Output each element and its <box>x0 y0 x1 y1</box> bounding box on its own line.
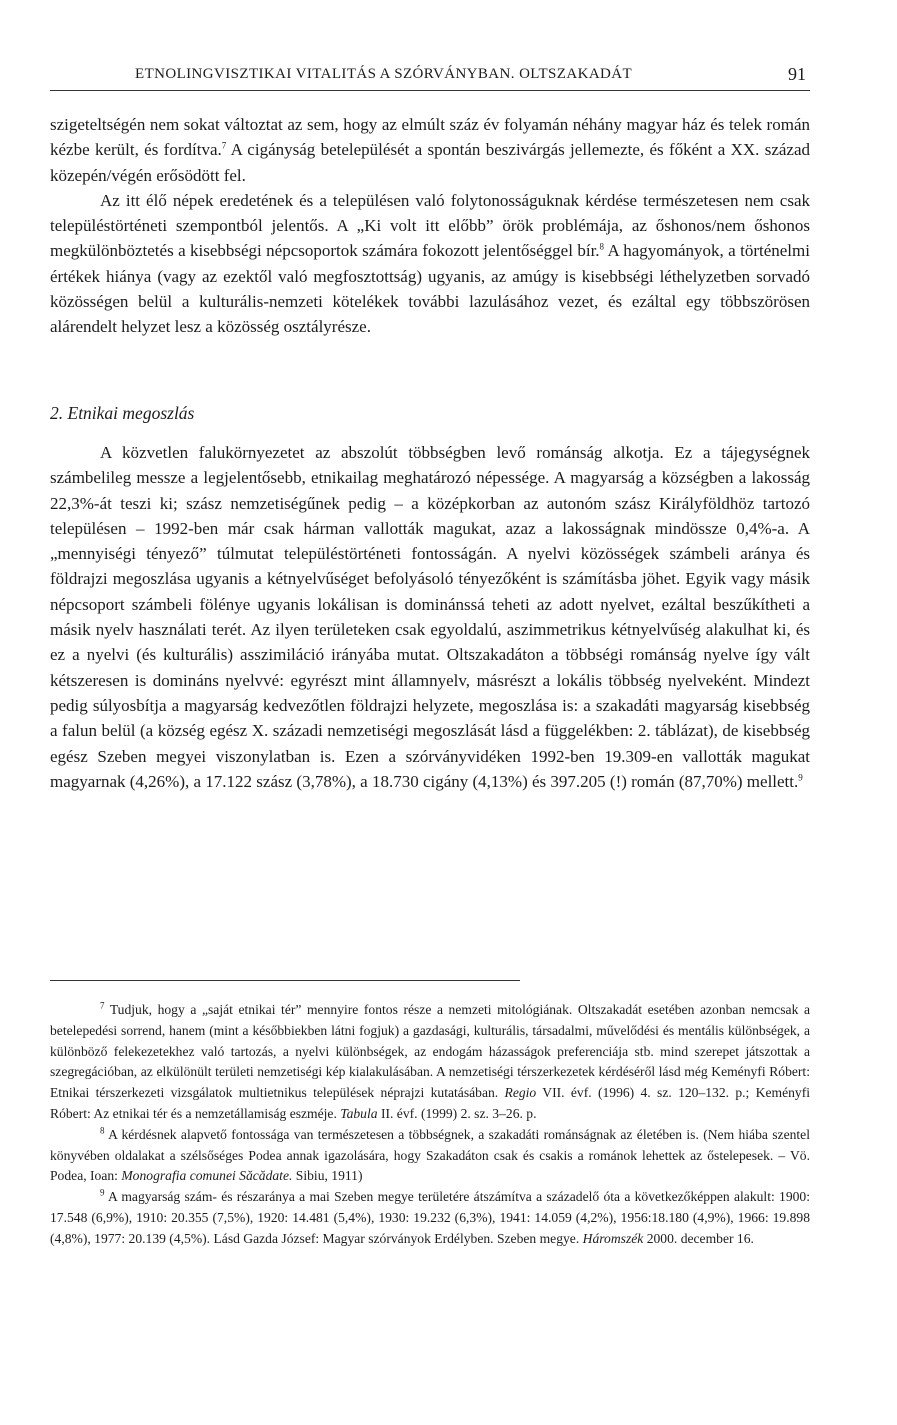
book-title: Monografia comunei Săcădate. <box>121 1168 293 1184</box>
footnote-number: 9 <box>100 1187 105 1198</box>
footnote-text: A magyarság szám- és részaránya a mai Szeben megye területére átszámítva a századelő óta a következőképpen alakult: 1900: 17.548 (6,9%), 1910: 20.355 (7,5%), 1920: 14.481 (5,4%), 1930: 19.232 (6,3%), 1941: 14.059 (4,2%), 1956:18.180 (4,9%), 1966: 19.898 (4,8%), 1977: 20.139 (4,5%). Lásd Gazda József: Magyar szórványok Erdélyben. Szeben megye. <box>50 1189 810 1246</box>
paragraph-text: szigeteltségén nem sokat változtat az sem, hogy az elmúlt száz év folyamán néhány magyar ház és telek román kézbe került, és fordítva. <box>50 115 810 160</box>
footnote-ref: 7 <box>221 140 227 151</box>
footnote-ref: 8 <box>599 241 605 252</box>
running-header <box>50 64 810 91</box>
paragraph <box>50 112 810 188</box>
paragraph-text: A közvetlen falukörnyezetet az abszolút többségben levő románság alkotja. Ez a tájegységnek számbelileg messze a legjelentősebb, etnikailag meghatározó népessége. A magyarság a községben a lakosság 22,3%-át teszi ki; szász nemzetiségűnek pedig – a középkorban az autonóm szász Királyföldhöz tartozó településen – 1992-ben már csak hárman vallották magukat, azaz a lakosságnak mindössze 0,4%-a. A „mennyiségi tényező” túlmutat településtörténeti fontosságán. A nyelvi közösségek számbeli aránya és földrajzi megoszlása ugyanis a kétnyelvűséget befolyásoló tényezőként is számításba jöhet. Egyik vagy másik népcsoport számbeli fölénye ugyanis lokálisan is dominánssá teheti az adott nyelvet, ezáltal beszűkítheti a másik nyelv használati terét. Az ilyen területeken csak egyoldalú, aszimmetrikus kétnyelvűség alakulhat ki, és ez a nyelvi (és kulturális) asszimiláció irányába mutat. Oltszakadáton a többségi románság nyelve így vált kétszeresen is domináns nyelvvé: egyrészt mint államnyelv, másrészt a lokális többség nyelveként. Mindezt pedig súlyosbítja a magyarság kedvezőtlen földrajzi helyzete, megoszlása is: a szakadáti magyarság kisebbség a falun belül (a község egész X. századi nemzetiségi megoszlását lásd a függelékben: 2. táblázat), de kisebbség egész Szeben megyei viszonylatban is. Ezen a szórványvidéken 1992-ben 19.309-en vallották magukat magyarnak (4,26%), a 17.122 szász (3,78%), a 18.730 cigány (4,13%) és 397.205 (!) román (87,70%) mellett. <box>50 443 810 791</box>
footnote-ref: 9 <box>798 772 803 783</box>
paragraph-text: Az itt élő népek eredetének és a településen való folytonosságuknak kérdése természetesen nem csak településtörténeti szempontból jelentős. A „Ki volt itt előbb” örök problémája, az őshonos/nem őshonos megkülönböztetés a kisebbségi népcsoportok számára fokozott jelentőséggel bír. <box>50 190 810 261</box>
footnote-text: VII. évf. (1996) 4. sz. 120–132. p.; Keményfi Róbert: Az etnikai tér és a nemzetállamiság eszméje. <box>50 1085 810 1121</box>
footnote-divider <box>50 980 520 981</box>
footnote-8 <box>50 1125 810 1187</box>
paragraph <box>50 440 810 794</box>
newspaper-title: Háromszék <box>582 1230 644 1246</box>
footnote-7 <box>50 1000 810 1125</box>
footnote-text: II. évf. (1999) 2. sz. 3–26. p. <box>377 1105 537 1121</box>
paragraph-text: A hagyományok, a történelmi értékek hiánya (vagy az ezektől való megfosztottság) ugyanis, az amúgy is kisebbségi léthelyzetben sorvadó közösségen belül a kulturális-nemzeti kötelékek további lazulásához vezet, és ezáltal egy többszörösen alárendelt helyzet lesz a közösség osztályrésze. <box>50 241 810 337</box>
footnote-text: 2000. december 16. <box>643 1230 754 1246</box>
intro-text <box>50 112 810 340</box>
running-header-title: ETNOLINGVISZTIKAI VITALITÁS A SZÓRVÁNYBAN. OLTSZAKADÁT <box>135 66 633 82</box>
footnote-text: Sibiu, 1911) <box>292 1168 363 1184</box>
footnote-text: Tudjuk, hogy a „saját etnikai tér” mennyire fontos része a nemzeti mitológiának. Oltszakadát esetében azonban nemcsak a betelepedési sorrend, hanem (mint a későbbiekben látni fogjuk) a gazdasági, kulturális, társadalmi, művelődési és mentális különbségek, a különböző felekezetekhez való tartozás, a nyelvi különbségek, az endogám házasságok preferenciája stb. mind szerepet játszottak a szegregációban, az elkülönült területi nemzetiségi kép kialakulásában. A nemzetiségi térszerkezetek kérdéséről lásd még Keményfi Róbert: Etnikai térszerkezeti vizsgálatok multietnikus települések néprajzi kutatásában. <box>50 1002 810 1101</box>
journal-title: Regio <box>504 1085 537 1101</box>
paragraph <box>50 188 810 340</box>
journal-title: Tabula <box>340 1105 378 1121</box>
page-number: 91 <box>788 64 806 84</box>
section-text <box>50 440 810 794</box>
footnote-9 <box>50 1187 810 1249</box>
section-heading: 2. Etnikai megoszlás <box>50 403 195 423</box>
footnotes <box>50 1000 810 1250</box>
footnote-text: A kérdésnek alapvető fontossága van természetesen a többségnek, a szakadáti románságnak az életében is. (Nem hiába szentel könyvében oldalakat a szélsőséges Podea annak igazolására, hogy Szakadáton csak és csakis a románok lehettek az őstelepesek. – Vö. Podea, Ioan: <box>50 1126 810 1184</box>
footnote-number: 8 <box>100 1125 105 1136</box>
footnote-number: 7 <box>100 1000 105 1011</box>
paragraph-text: A cigányság betelepülését a spontán beszivárgás jellemezte, és főként a XX. század közepén/végén erősödött fel. <box>50 140 810 185</box>
